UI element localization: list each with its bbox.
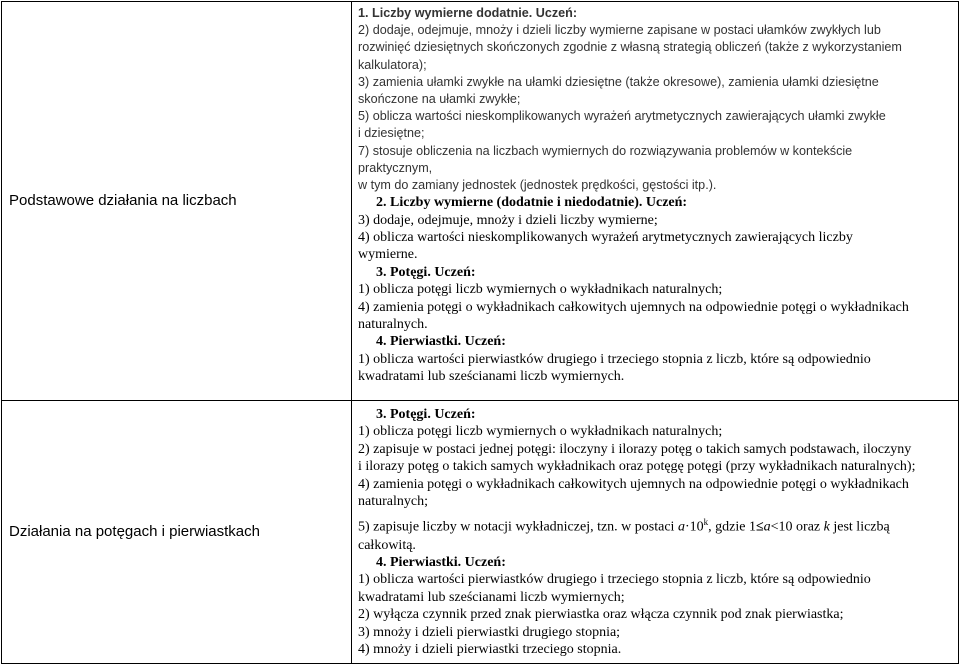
section-title: 4. Pierwiastki. Uczeń: (376, 334, 506, 350)
requirement-line: praktycznym, (358, 160, 433, 175)
topic-cell (2, 400, 352, 663)
requirement-line: 4) zamienia potęgi o wykładnikach całkowitych ujemnych na odpowiednie potęgi o wykładnikach (358, 476, 909, 492)
requirement-line: i dziesiętne; (358, 126, 425, 141)
table-row (2, 400, 959, 663)
requirement-line: 2) zapisuje w postaci jednej potęgi: iloczyny i ilorazy potęg o takich samych podstawach, iloczyny (358, 441, 912, 457)
requirements-cell (352, 400, 959, 663)
notation-mid: , gdzie 1 (708, 520, 756, 536)
section-title: 1. Liczby wymierne dodatnie. Uczeń: (358, 6, 578, 20)
notation-exponent: k (703, 517, 709, 528)
notation-a2: a (763, 520, 771, 536)
requirement-line: kwadratami lub sześcianami liczb wymiernych; (358, 589, 625, 605)
curriculum-table (1, 1, 959, 664)
section-title: 4. Pierwiastki. Uczeń: (376, 554, 506, 570)
requirement-line: rozwinięć dziesiętnych skończonych zgodnie z własną strategią obliczeń (także z wykorzystaniem (358, 40, 902, 55)
section-title: 3. Potęgi. Uczeń: (376, 407, 476, 423)
requirement-line: 4) zamienia potęgi o wykładnikach całkowitych ujemnych na odpowiednie potęgi o wykładnikach (358, 299, 909, 315)
table-row (2, 2, 959, 401)
notation-k: k (823, 520, 830, 536)
notation-le: ≤ (755, 520, 764, 536)
requirement-line: 1) oblicza potęgi liczb wymiernych o wykładnikach naturalnych; (358, 282, 723, 298)
section-title: 2. Liczby wymierne (dodatnie i niedodatnie). Uczeń: (376, 195, 688, 211)
requirement-line: 4) oblicza wartości nieskomplikowanych wyrażeń arytmetycznych zawierających liczby (358, 230, 853, 246)
requirement-line: 1) oblicza wartości pierwiastków drugiego i trzeciego stopnia z liczb, które są odpowiednio (358, 572, 871, 588)
notation-suffix: jest liczbą (829, 520, 890, 536)
requirement-line: 4) mnoży i dzieli pierwiastki trzeciego stopnia. (358, 641, 622, 657)
notation-base: ·10 (684, 520, 704, 536)
requirement-line: 1) oblicza potęgi liczb wymiernych o wykładnikach naturalnych; (358, 424, 723, 440)
topic-cell (2, 2, 352, 401)
requirement-line: 3) mnoży i dzieli pierwiastki drugiego stopnia; (358, 624, 621, 640)
spacer (358, 386, 953, 398)
topic-label: Podstawowe działania na liczbach (9, 192, 237, 210)
requirement-line: 3) dodaje, odejmuje, mnoży i dzieli liczby wymierne; (358, 212, 658, 228)
requirement-line: skończone na ułamki zwykłe; (358, 92, 521, 107)
requirement-line: 2) dodaje, odejmuje, mnoży i dzieli liczby wymierne zapisane w postaci ułamków zwykłych lub (358, 23, 881, 38)
notation-rest: <10 oraz (770, 520, 824, 536)
requirement-line: i ilorazy potęg o takich samych wykładnikach oraz potęgę potęgi (przy wykładnikach naturalnych); (358, 459, 916, 475)
requirement-line: w tym do zamiany jednostek (jednostek prędkości, gęstości itp.). (358, 178, 717, 193)
notation-prefix: 5) zapisuje liczby w notacji wykładniczej, tzn. w postaci (358, 520, 678, 536)
requirement-line: naturalnych. (358, 317, 428, 333)
requirement-line: naturalnych; (358, 494, 428, 510)
requirements-cell (352, 2, 959, 401)
requirement-line: kwadratami lub sześcianami liczb wymiernych. (358, 369, 625, 385)
topic-label: Działania na potęgach i pierwiastkach (9, 523, 260, 541)
section-title: 3. Potęgi. Uczeń: (376, 264, 476, 280)
requirement-line: 3) zamienia ułamki zwykłe na ułamki dziesiętne (także okresowe), zamienia ułamki dziesiętne (358, 74, 879, 89)
notation-a: a (677, 520, 685, 536)
requirement-line: 5) oblicza wartości nieskomplikowanych wyrażeń arytmetycznych zawierających ułamki zwykłe (358, 109, 886, 124)
requirement-line: całkowitą. (358, 537, 416, 553)
requirement-line: 2) wyłącza czynnik przed znak pierwiastka oraz włącza czynnik pod znak pierwiastka; (358, 607, 844, 623)
requirement-line: 1) oblicza wartości pierwiastków drugiego i trzeciego stopnia z liczb, które są odpowiednio (358, 351, 871, 367)
requirement-line: kalkulatora); (358, 57, 427, 72)
requirement-line: 7) stosuje obliczenia na liczbach wymiernych do rozwiązywania problemów w kontekście (358, 143, 853, 158)
requirement-line: wymierne. (358, 247, 418, 263)
notation-line (358, 514, 953, 536)
